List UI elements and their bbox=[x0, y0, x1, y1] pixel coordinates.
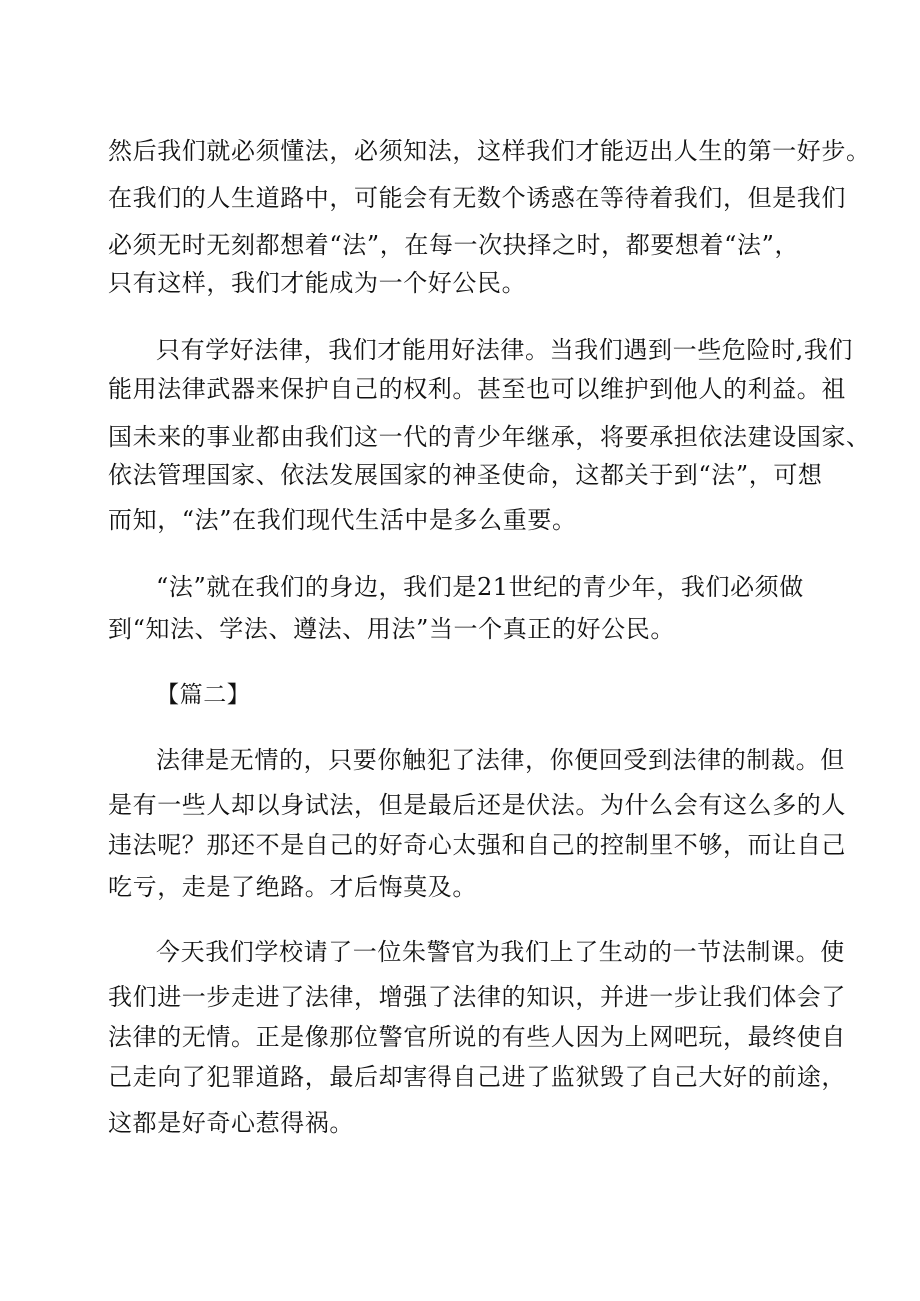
paragraph-1-line-4: 只有这样，我们才能成为一个好公民。 bbox=[108, 269, 527, 297]
paragraph-2-line-3: 国未来的事业都由我们这一代的青少年继承，将要承担依法建设国家、 bbox=[108, 423, 871, 451]
paragraph-4-line-2: 是有一些人却以身试法，但是最后还是伏法。为什么会有这么多的人 bbox=[108, 791, 846, 819]
paragraph-1-line-2: 在我们的人生道路中，可能会有无数个诱惑在等待着我们，但是我们 bbox=[108, 184, 846, 212]
paragraph-2-line-5: 而知，“法”在我们现代生活中是多么重要。 bbox=[108, 506, 577, 534]
paragraph-5-line-5: 这都是好奇心惹得祸。 bbox=[108, 1109, 354, 1137]
paragraph-2-line-1: 只有学好法律，我们才能用好法律。当我们遇到一些危险时,我们 bbox=[156, 336, 854, 364]
section-heading: 【篇二】 bbox=[156, 682, 251, 708]
paragraph-5-line-1: 今天我们学校请了一位朱警官为我们上了生动的一节法制课。使 bbox=[156, 938, 845, 966]
paragraph-3-line-1: “法”就在我们的身边，我们是21世纪的青少年，我们必须做 bbox=[156, 573, 804, 601]
paragraph-5-line-4: 己走向了犯罪道路，最后却害得自己进了监狱毁了自己大好的前途， bbox=[108, 1063, 846, 1091]
paragraph-3-line-2: 到“知法、学法、遵法、用法”当一个真正的好公民。 bbox=[108, 615, 675, 643]
paragraph-5-line-3: 法律的无情。正是像那位警官所说的有些人因为上网吧玩，最终使自 bbox=[108, 1023, 846, 1051]
paragraph-1-line-1: 然后我们就必须懂法，必须知法，这样我们才能迈出人生的第一好步。 bbox=[108, 137, 871, 165]
paragraph-5-line-2: 我们进一步走进了法律，增强了法律的知识，并进一步让我们体会了 bbox=[108, 983, 846, 1011]
paragraph-4-line-3: 违法呢？那还不是自己的好奇心太强和自己的控制里不够，而让自己 bbox=[108, 831, 846, 859]
paragraph-4-line-4: 吃亏，走是了绝路。才后悔莫及。 bbox=[108, 873, 477, 901]
paragraph-2-line-2: 能用法律武器来保护自己的权利。甚至也可以维护到他人的利益。祖 bbox=[108, 375, 846, 403]
paragraph-2-line-4: 依法管理国家、依法发展国家的神圣使命，这都关于到“法”，可想 bbox=[108, 461, 823, 489]
paragraph-1-line-3: 必须无时无刻都想着“法”，在每一次抉择之时，都要想着“法”， bbox=[108, 231, 800, 259]
paragraph-4-line-1: 法律是无情的，只要你触犯了法律，你便回受到法律的制裁。但 bbox=[156, 746, 845, 774]
